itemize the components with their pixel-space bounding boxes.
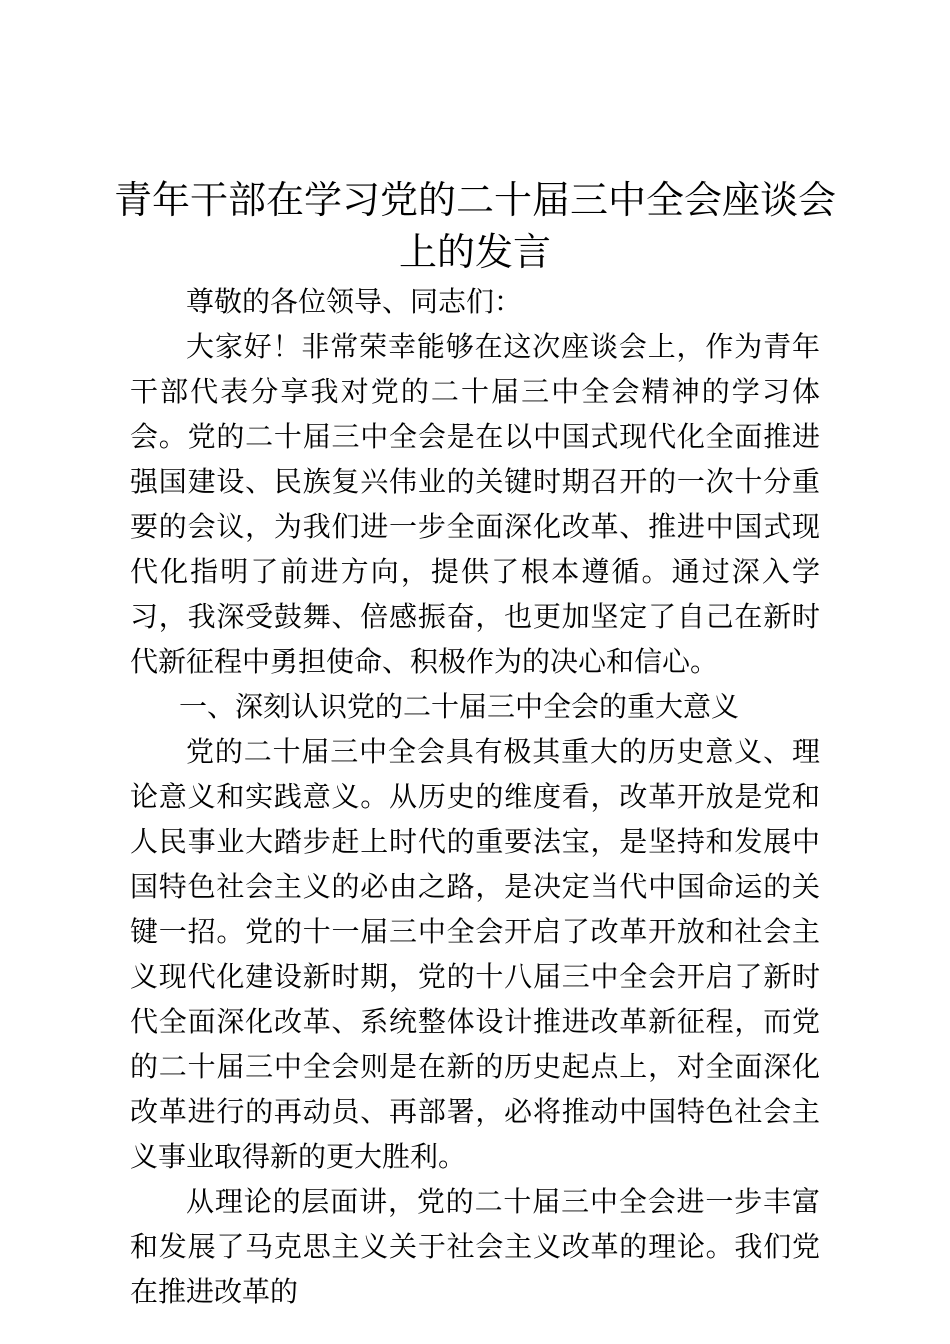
document-title: 青年干部在学习党的二十届三中全会座谈会上的发言 — [113, 178, 836, 274]
paragraph-intro: 大家好！非常荣幸能够在这次座谈会上，作为青年干部代表分享我对党的二十届三中全会精神的学习体会。党的二十届三中全会是在以中国式现代化全面推进强国建设、民族复兴伟业的关键时期召开的一次十分重要的会议，为我们进一步全面深化改革、推进中国式现代化指明了前进方向，提供了根本遵循。通过深入学习，我深受鼓舞、倍感振奋，也更加坚定了自己在新时代新征程中勇担使命、积极作为的决心和信心。 — [130, 330, 820, 678]
section-heading-1: 一、深刻认识党的二十届三中全会的重大意义 — [179, 690, 740, 723]
paragraph-significance: 党的二十届三中全会具有极其重大的历史意义、理论意义和实践意义。从历史的维度看，改革开放是党和人民事业大踏步赶上时代的重要法宝，是坚持和发展中国特色社会主义的必由之路，是决定当代中国命运的关键一招。党的十一届三中全会开启了改革开放和社会主义现代化建设新时期，党的十八届三中全会开启了新时代全面深化改革、系统整体设计推进改革新征程，而党的二十届三中全会则是在新的历史起点上，对全面深化改革进行的再动员、再部署，必将推动中国特色社会主义事业取得新的更大胜利。 — [130, 735, 820, 1173]
paragraph-theory: 从理论的层面讲，党的二十届三中全会进一步丰富和发展了马克思主义关于社会主义改革的理论。我们党在推进改革的 — [130, 1185, 820, 1308]
salutation: 尊敬的各位领导、同志们： — [186, 285, 523, 318]
document-body — [130, 279, 820, 1314]
